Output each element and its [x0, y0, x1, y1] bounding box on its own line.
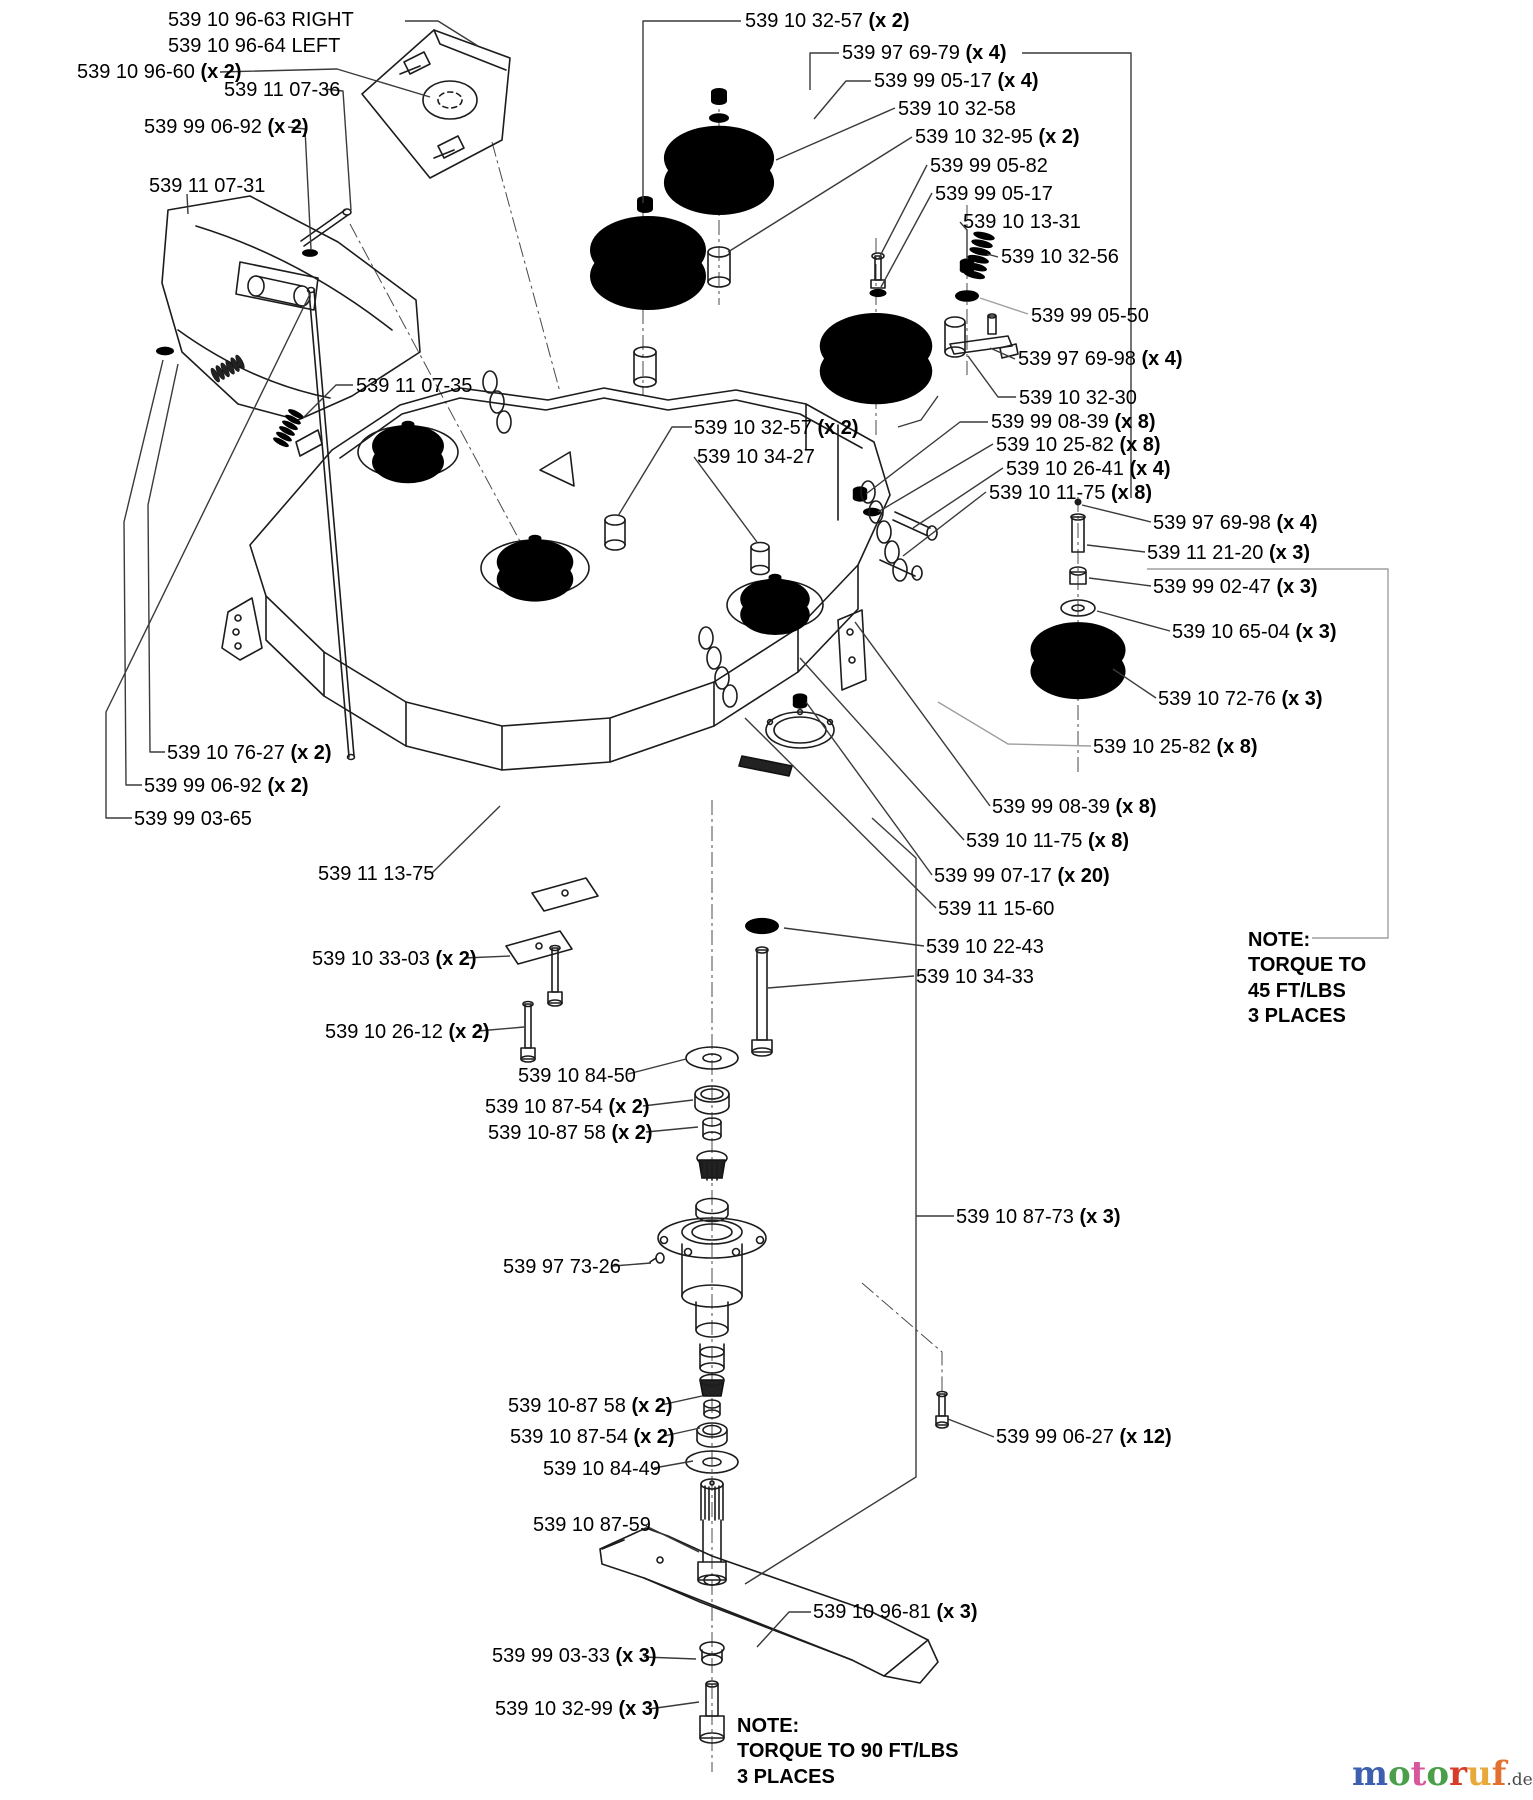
- motoruf-logo-word: motoruf: [1352, 1754, 1507, 1794]
- part-label-99-05-82: 539 99 05-82: [930, 155, 1048, 177]
- part-label-99-02-47: 539 99 02-47 (x 3): [1153, 576, 1318, 598]
- part-label-10-33-03: 539 10 33-03 (x 2): [312, 948, 477, 970]
- part-label-10-96-81: 539 10 96-81 (x 3): [813, 1601, 978, 1623]
- part-label-10-26-12: 539 10 26-12 (x 2): [325, 1021, 490, 1043]
- part-label-10-11-75a: 539 10 11-75 (x 8): [989, 482, 1153, 504]
- note-line: 3 PLACES: [1248, 1005, 1346, 1028]
- part-label-99-06-27: 539 99 06-27 (x 12): [996, 1426, 1172, 1448]
- part-label-99-03-65: 539 99 03-65: [134, 808, 252, 830]
- part-label-10-87-54a: 539 10 87-54 (x 2): [485, 1096, 650, 1118]
- note-line: TORQUE TO 90 FT/LBS: [737, 1740, 959, 1763]
- part-label-10-87-58b: 539 10-87 58 (x 2): [508, 1395, 673, 1417]
- part-label-10-87-59: 539 10 87-59: [533, 1514, 651, 1536]
- part-label-10-32-58: 539 10 32-58: [898, 98, 1016, 120]
- part-label-10-87-73: 539 10 87-73 (x 3): [956, 1206, 1121, 1228]
- part-label-99-08-39b: 539 99 08-39 (x 8): [992, 796, 1157, 818]
- part-label-10-32-99: 539 10 32-99 (x 3): [495, 1698, 660, 1720]
- part-label-10-96-60: 539 10 96-60 (x 2): [77, 61, 242, 83]
- part-label-11-07-36: 539 11 07-36: [224, 79, 341, 101]
- part-label-10-96-63: 539 10 96-63 RIGHT: [168, 9, 354, 31]
- mount-plates-and-bolts: [506, 878, 779, 1062]
- part-label-99-07-17: 539 99 07-17 (x 20): [934, 865, 1110, 887]
- note-line: 3 PLACES: [737, 1765, 835, 1788]
- part-label-10-96-64: 539 10 96-64 LEFT: [168, 35, 341, 57]
- part-label-11-07-35: 539 11 07-35: [356, 375, 473, 397]
- part-label-97-73-26: 539 97 73-26: [503, 1256, 621, 1278]
- part-label-10-26-41: 539 10 26-41 (x 4): [1006, 458, 1171, 480]
- torque-note-45: [1248, 928, 1366, 1030]
- note-line: NOTE:: [1248, 929, 1311, 951]
- torque-note-90: [737, 1714, 959, 1790]
- part-label-11-13-75: 539 11 13-75: [318, 863, 435, 885]
- part-label-10-11-75b: 539 10 11-75 (x 8): [966, 830, 1130, 852]
- part-label-11-15-60: 539 11 15-60: [938, 898, 1055, 920]
- part-label-99-05-17a: 539 99 05-17 (x 4): [874, 70, 1039, 92]
- motoruf-logo: [1352, 1754, 1533, 1794]
- part-label-10-32-95: 539 10 32-95 (x 2): [915, 126, 1080, 148]
- part-label-99-06-92b: 539 99 06-92 (x 2): [144, 775, 309, 797]
- note-line: TORQUE TO: [1248, 954, 1367, 977]
- part-label-99-05-17b: 539 99 05-17: [935, 183, 1053, 205]
- part-label-10-25-82a: 539 10 25-82 (x 8): [996, 434, 1161, 456]
- bolt-lower-right: [936, 1392, 948, 1429]
- part-label-11-21-20: 539 11 21-20 (x 3): [1147, 542, 1311, 564]
- part-label-10-34-27: 539 10 34-27: [697, 446, 815, 468]
- note-line: 45 FT/LBS: [1248, 979, 1346, 1002]
- part-label-99-03-33: 539 99 03-33 (x 3): [492, 1645, 657, 1667]
- part-label-99-05-50: 539 99 05-50: [1031, 305, 1149, 327]
- part-label-10-25-82b: 539 10 25-82 (x 8): [1093, 736, 1258, 758]
- part-label-97-69-98b: 539 97 69-98 (x 4): [1153, 512, 1318, 534]
- hanger-chain-right: [853, 481, 937, 581]
- part-label-10-65-04: 539 10 65-04 (x 3): [1172, 621, 1337, 643]
- motoruf-logo-suffix: .de: [1506, 1770, 1533, 1790]
- chute-plate: [362, 30, 510, 178]
- part-label-10-84-50: 539 10 84-50: [518, 1065, 636, 1087]
- part-label-10-72-76: 539 10 72-76 (x 3): [1158, 688, 1323, 710]
- part-label-97-69-79: 539 97 69-79 (x 4): [842, 42, 1007, 64]
- part-label-10-84-49: 539 10 84-49: [543, 1458, 661, 1480]
- idler-pulley-left: [590, 196, 706, 387]
- part-label-10-76-27: 539 10 76-27 (x 2): [167, 742, 332, 764]
- part-label-10-32-56: 539 10 32-56: [1001, 246, 1119, 268]
- note-line: NOTE:: [737, 1715, 800, 1737]
- spindle-stack: [650, 1047, 766, 1585]
- part-label-10-32-30: 539 10 32-30: [1019, 387, 1137, 409]
- part-label-10-32-57a: 539 10 32-57 (x 2): [745, 10, 910, 32]
- part-label-10-87-54b: 539 10 87-54 (x 2): [510, 1426, 675, 1448]
- centerlines: [350, 90, 1078, 1772]
- part-label-10-22-43: 539 10 22-43: [926, 936, 1044, 958]
- part-label-10-32-57b: 539 10 32-57 (x 2): [694, 417, 859, 439]
- part-label-10-87-58a: 539 10-87 58 (x 2): [488, 1122, 653, 1144]
- part-label-10-34-33: 539 10 34-33: [916, 966, 1034, 988]
- part-label-10-13-31: 539 10 13-31: [963, 211, 1081, 233]
- part-label-11-07-31: 539 11 07-31: [149, 175, 266, 197]
- part-label-99-06-92a: 539 99 06-92 (x 2): [144, 116, 309, 138]
- part-label-99-08-39a: 539 99 08-39 (x 8): [991, 411, 1156, 433]
- part-label-97-69-98a: 539 97 69-98 (x 4): [1018, 348, 1183, 370]
